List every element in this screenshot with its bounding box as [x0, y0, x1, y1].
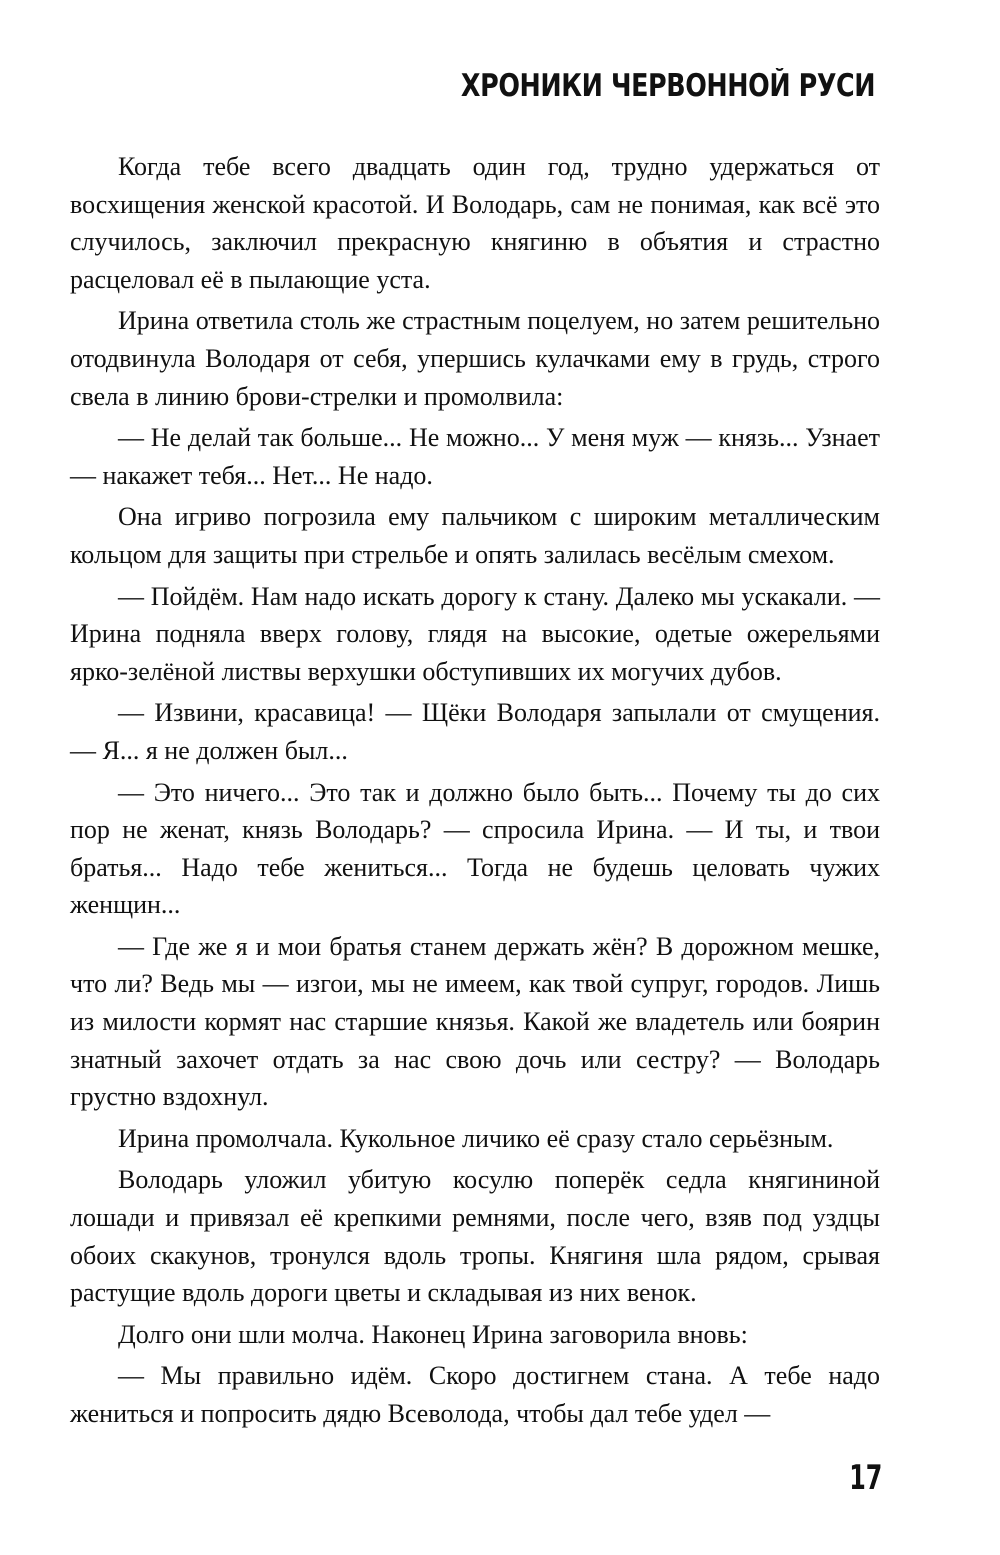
- paragraph-12: — Мы правильно идём. Скоро достигнем стана. А тебе надо жениться и попросить дядю Всеволода, чтобы дал тебе удел —: [70, 1361, 880, 1428]
- paragraph-6: — Извини, красавица! — Щёки Володаря запылали от смущения. — Я... я не должен был...: [70, 698, 880, 765]
- paragraph-9: Ирина промолчала. Кукольное личико её сразу стало серьёзным.: [118, 1123, 834, 1153]
- page-number: 17: [848, 1458, 882, 1498]
- paragraph-7: — Это ничего... Это так и должно было быть... Почему ты до сих пор не женат, князь Володарь? — спросила Ирина. — И ты, и твои братья... Надо тебе жениться... Тогда не будешь целовать чужих женщин...: [70, 777, 880, 920]
- running-header: ХРОНИКИ ЧЕРВОННОЙ РУСИ: [460, 68, 875, 104]
- body-text: [70, 148, 880, 1437]
- paragraph-1: Когда тебе всего двадцать один год, трудно удержаться от восхищения женской красотой. И Володарь, сам не понимая, как всё это случилось, заключил прекрасную княгиню в объятия и страстно расцеловал её в пылающие уста.: [70, 152, 880, 294]
- paragraph-3: — Не делай так больше... Не можно... У меня муж — князь... Узнает — накажет тебя... Нет... Не надо.: [70, 423, 880, 490]
- paragraph-10: Володарь уложил убитую косулю поперёк седла княгининой лошади и привязал её крепкими ремнями, после чего, взяв под уздцы обоих скакунов, тронулся вдоль тропы. Княгиня шла рядом, срывая растущие вдоль дороги цветы и складывая из них венок.: [70, 1165, 880, 1308]
- paragraph-4: Она игриво погрозила ему пальчиком с широким металлическим кольцом для защиты при стрельбе и опять залилась весёлым смехом.: [70, 502, 880, 569]
- paragraph-2: Ирина ответила столь же страстным поцелуем, но затем решительно отодвинула Володаря от себя, упершись кулачками ему в грудь, строго свела в линию брови-стрелки и промолвила:: [70, 306, 880, 411]
- paragraph-5: — Пойдём. Нам надо искать дорогу к стану. Далеко мы ускакали. — Ирина подняла вверх голову, глядя на высокие, одетые ожерельями ярко-зелёной листвы верхушки обступивших их могучих дубов.: [70, 581, 880, 686]
- paragraph-8: — Где же я и мои братья станем держать жён? В дорожном мешке, что ли? Ведь мы — изгои, мы не имеем, как твой супруг, городов. Лишь из милости кормят нас старшие князья. Какой же владетель или боярин знатный захочет отдать за нас свою дочь или сестру? — Володарь грустно вздохнул.: [70, 931, 880, 1112]
- paragraph-11: Долго они шли молча. Наконец Ирина заговорила вновь:: [118, 1319, 748, 1349]
